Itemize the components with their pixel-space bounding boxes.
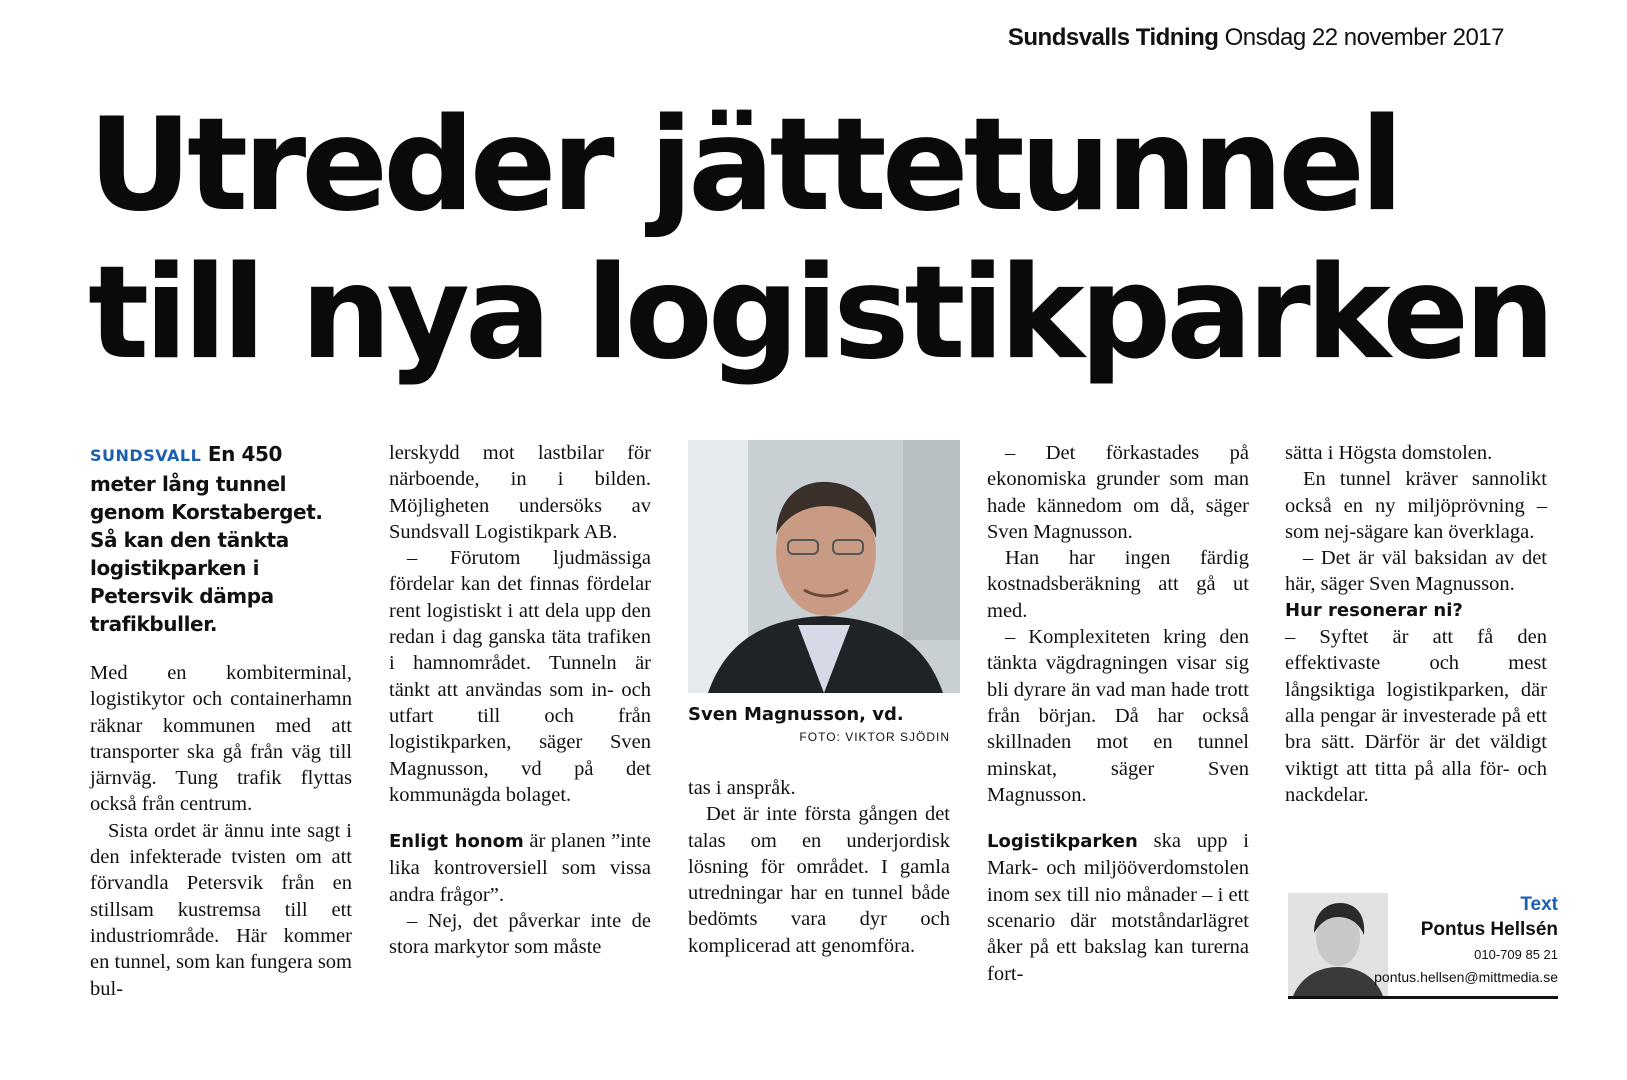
byline-info — [1374, 893, 1558, 987]
column-4 — [987, 440, 1249, 987]
dateline-place: SUNDSVALL — [90, 446, 202, 465]
paragraph — [987, 828, 1249, 987]
byline-label: Text — [1520, 894, 1558, 915]
paragraph: sätta i Högsta domstolen. — [1285, 442, 1493, 464]
paragraph: – Syftet är att få den effektivaste och mest långsiktiga logistikparken, där alla pengar är investerade på ett bra sätt. Därför är det väldigt viktigt att titta på alla för- och nackdelar. — [1285, 626, 1547, 806]
reporter-name: Pontus Hellsén — [1420, 919, 1558, 940]
reporter-email[interactable]: pontus.hellsen@mittmedia.se — [1374, 969, 1558, 985]
paragraph: Med en kombiterminal, logistikytor och containerhamn räknar kommunen med att transporter ska gå från väg till järnväg. Tung trafik flyttas också från centrum. — [90, 662, 352, 816]
column-2 — [389, 440, 651, 961]
column-3 — [688, 440, 950, 959]
paragraph: – Nej, det påverkar inte de stora markytor som måste — [389, 910, 651, 959]
headline — [88, 91, 1551, 388]
photo-caption: Sven Magnusson, vd. — [688, 704, 904, 725]
lede — [90, 440, 352, 638]
publication-date: Onsdag 22 november 2017 — [1224, 24, 1504, 51]
reporter-photo — [1288, 893, 1388, 996]
paragraph: tas i anspråk. — [688, 777, 796, 799]
subhead: Hur resonerar ni? — [1285, 599, 1463, 621]
paragraph: Han har ingen färdig kostnadsberäkning att gå ut med. — [987, 547, 1249, 622]
lede-text: En 450 meter lång tunnel genom Korstaberget. Så kan den tänkta logistikparken i Petersvik dämpa trafikbuller. — [90, 442, 323, 636]
paragraph — [389, 828, 651, 908]
column-5 — [1285, 440, 1547, 808]
reporter-phone: 010-709 85 21 — [1474, 947, 1558, 962]
subhead: Logistikparken — [987, 831, 1138, 853]
paragraph: lerskydd mot lastbilar för närboende, in i bilden. Möjligheten undersöks av Sundsvall Logistikpark AB. — [389, 442, 651, 543]
subhead: Enligt honom — [389, 831, 524, 853]
paragraph-text: är planen ”inte lika kontroversiell som vissa andra frågor”. — [389, 830, 651, 906]
portrait-photo — [688, 440, 960, 693]
paragraph: – Det är väl baksidan av det här, säger Sven Magnusson. — [1285, 547, 1547, 596]
masthead — [1008, 24, 1504, 52]
paragraph: Sista ordet är ännu inte sagt i den infekterade tvisten om att förvandla Petersvik från en stillsam kustremsa till ett industriområde. Här kommer en tunnel, som kan fungera som bul- — [90, 819, 352, 1000]
paragraph: En tunnel kräver sannolikt också en ny miljöprövning – som nej-sägare kan överklaga. — [1285, 468, 1547, 543]
paragraph: – Förutom ljudmässiga fördelar kan det finnas fördelar rent logistiskt i att dela upp den redan i dag ganska täta trafiken i hamnområdet. Tunneln är tänkt att användas som in- och utfart till och från logistikparken, säger Sven Magnusson, vd på det kommunägda bolaget. — [389, 547, 651, 806]
paragraph: – Det förkastades på ekonomiska grunder som man hade kännedom om då, säger Sven Magnusson. — [987, 442, 1249, 543]
reporter-illustration — [1288, 893, 1388, 996]
photo-credit: FOTO: VIKTOR SJÖDIN — [799, 730, 950, 744]
paragraph: – Komplexiteten kring den tänkta vägdragningen visar sig bli dyrare än vad man hade trott från början. Då har också skillnaden mot en tunnel minskat, säger Sven Magnusson. — [987, 626, 1249, 806]
portrait-illustration — [688, 440, 960, 693]
headline-line-1: Utreder jättetunnel — [88, 91, 1399, 240]
paragraph-text: ska upp i Mark- och miljööverdomstolen inom sex till nio månader – i ett scenario där motståndarlägret åker på ett bakslag kan turerna fort- — [987, 830, 1249, 985]
column-1 — [90, 440, 352, 1002]
byline — [1288, 893, 1558, 999]
headline-line-2: till nya logistikparken — [88, 239, 1551, 388]
paragraph: Det är inte första gången det talas om en underjordisk lösning för området. I gamla utredningar har en tunnel både bedömts vara dyr och komplicerad att genomföra. — [688, 803, 950, 957]
newspaper-name: Sundsvalls Tidning — [1007, 24, 1219, 51]
